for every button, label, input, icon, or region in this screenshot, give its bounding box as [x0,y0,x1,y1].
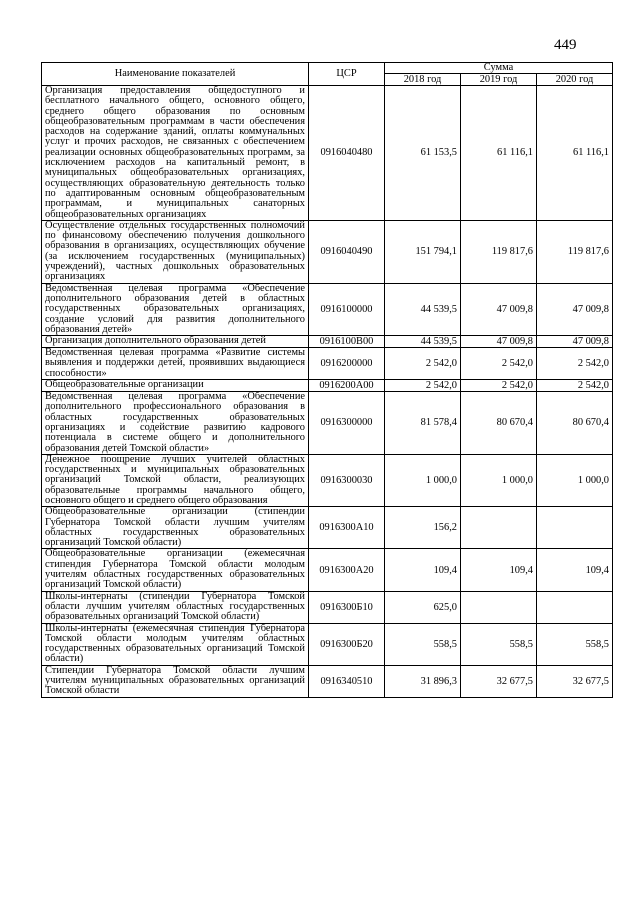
row-name: Ведомственная целевая программа «Обеспечение дополнительного профессионального образования в областных государственных образовательных организациях и содействие развитию кадрового потенциала в системе общего и дополнительного образования детей Томской области» [42,392,309,455]
row-name: Ведомственная целевая программа «Обеспечение дополнительного образования детей в областных государственных образовательных организациях, создание условий для развития дополнительного образования детей» [42,283,309,335]
row-value-2018: 2 542,0 [385,380,461,392]
header-year-2020: 2020 год [537,74,613,86]
row-value-2020 [537,591,613,623]
header-code: ЦСР [309,63,385,86]
row-name: Общеобразовательные организации [42,380,309,392]
row-value-2020: 32 677,5 [537,665,613,697]
row-value-2018: 2 542,0 [385,348,461,380]
row-name: Организация предоставления общедоступного и бесплатного начального общего, основного общего, среднего общего образования по основным общеобразовательным программам в части обеспечения расходов на содержание зданий, оплаты коммунальных услуг и прочих расходов, не связанных с обеспечением реализации основных общеобразовательных программ, за исключением расходов на капитальный ремонт, в муниципальных общеобразовательных организациях, осуществляющих образовательную деятельность только по адаптированным основным общеобразовательным программам, и муниципальных санаторных общеобразовательных организациях [42,86,309,221]
row-value-2020: 1 000,0 [537,454,613,506]
row-value-2019: 47 009,8 [461,283,537,335]
row-value-2020: 109,4 [537,549,613,591]
row-code: 0916340510 [309,665,385,697]
header-year-2018: 2018 год [385,74,461,86]
row-value-2018: 558,5 [385,623,461,665]
row-value-2019: 61 116,1 [461,86,537,221]
table-row [42,220,613,283]
row-value-2019: 1 000,0 [461,454,537,506]
row-name: Школы-интернаты (стипендии Губернатора Томской области лучшим учителям областных государственных образовательных организаций Томской области) [42,591,309,623]
table-row [42,392,613,455]
row-code: 0916300000 [309,392,385,455]
table-row [42,549,613,591]
row-value-2018: 31 896,3 [385,665,461,697]
row-value-2020 [537,507,613,549]
table-body [42,86,613,698]
row-value-2019: 558,5 [461,623,537,665]
row-name: Школы-интернаты (ежемесячная стипендия Губернатора Томской области молодым учителям областных государственных образовательных организаций Томской области) [42,623,309,665]
row-value-2018: 44 539,5 [385,336,461,348]
row-name: Стипендии Губернатора Томской области лучшим учителям муниципальных образовательных организаций Томской области [42,665,309,697]
row-name: Осуществление отдельных государственных полномочий по финансовому обеспечению получения дошкольного образования в организациях, осуществляющих обучение (за исключением государственных (муниципальных) учреждений), частных дошкольных образовательных организациях [42,220,309,283]
table-row [42,591,613,623]
row-code: 0916300А10 [309,507,385,549]
row-name: Общеобразовательные организации (ежемесячная стипендия Губернатора Томской области молодым учителям областных государственных образовательных организаций Томской области) [42,549,309,591]
row-code: 0916100В00 [309,336,385,348]
header-name: Наименование показателей [42,63,309,86]
row-value-2018: 1 000,0 [385,454,461,506]
row-value-2019: 2 542,0 [461,380,537,392]
row-value-2019: 80 670,4 [461,392,537,455]
row-name: Ведомственная целевая программа «Развитие системы выявления и поддержки детей, проявивших выдающиеся способности» [42,348,309,380]
row-code: 0916040490 [309,220,385,283]
row-value-2020: 47 009,8 [537,336,613,348]
table-row [42,665,613,697]
row-value-2019: 119 817,6 [461,220,537,283]
row-value-2019: 47 009,8 [461,336,537,348]
row-value-2019: 109,4 [461,549,537,591]
row-code: 0916200000 [309,348,385,380]
row-name: Денежное поощрение лучших учителей областных государственных и муниципальных образовательных организаций Томской области, реализующих образовательные программы начального общего, основного общего и среднего общего образования [42,454,309,506]
row-code: 0916300030 [309,454,385,506]
row-code: 0916300Б20 [309,623,385,665]
row-value-2020: 119 817,6 [537,220,613,283]
row-code: 0916200А00 [309,380,385,392]
row-value-2018: 81 578,4 [385,392,461,455]
header-sum: Сумма [385,63,613,74]
page-number: 449 [554,37,577,53]
row-value-2018: 44 539,5 [385,283,461,335]
table-header [42,63,613,86]
table-row [42,336,613,348]
table-row [42,380,613,392]
table-row [42,623,613,665]
table-row [42,507,613,549]
row-value-2020: 2 542,0 [537,380,613,392]
table-row [42,454,613,506]
row-value-2019 [461,591,537,623]
row-code: 0916100000 [309,283,385,335]
row-value-2018: 61 153,5 [385,86,461,221]
row-value-2018: 625,0 [385,591,461,623]
table-row [42,348,613,380]
row-value-2019 [461,507,537,549]
row-name: Общеобразовательные организации (стипендии Губернатора Томской области лучшим учителям областных государственных образовательных организаций Томской области) [42,507,309,549]
row-code: 0916300А20 [309,549,385,591]
row-value-2020: 80 670,4 [537,392,613,455]
header-year-2019: 2019 год [461,74,537,86]
row-value-2019: 32 677,5 [461,665,537,697]
row-value-2018: 109,4 [385,549,461,591]
row-value-2020: 47 009,8 [537,283,613,335]
table-row [42,283,613,335]
row-code: 0916040480 [309,86,385,221]
row-value-2019: 2 542,0 [461,348,537,380]
table-row [42,86,613,221]
row-value-2018: 151 794,1 [385,220,461,283]
budget-table [41,62,613,698]
row-value-2020: 61 116,1 [537,86,613,221]
row-value-2020: 558,5 [537,623,613,665]
row-name: Организация дополнительного образования детей [42,336,309,348]
row-value-2018: 156,2 [385,507,461,549]
row-code: 0916300Б10 [309,591,385,623]
row-value-2020: 2 542,0 [537,348,613,380]
